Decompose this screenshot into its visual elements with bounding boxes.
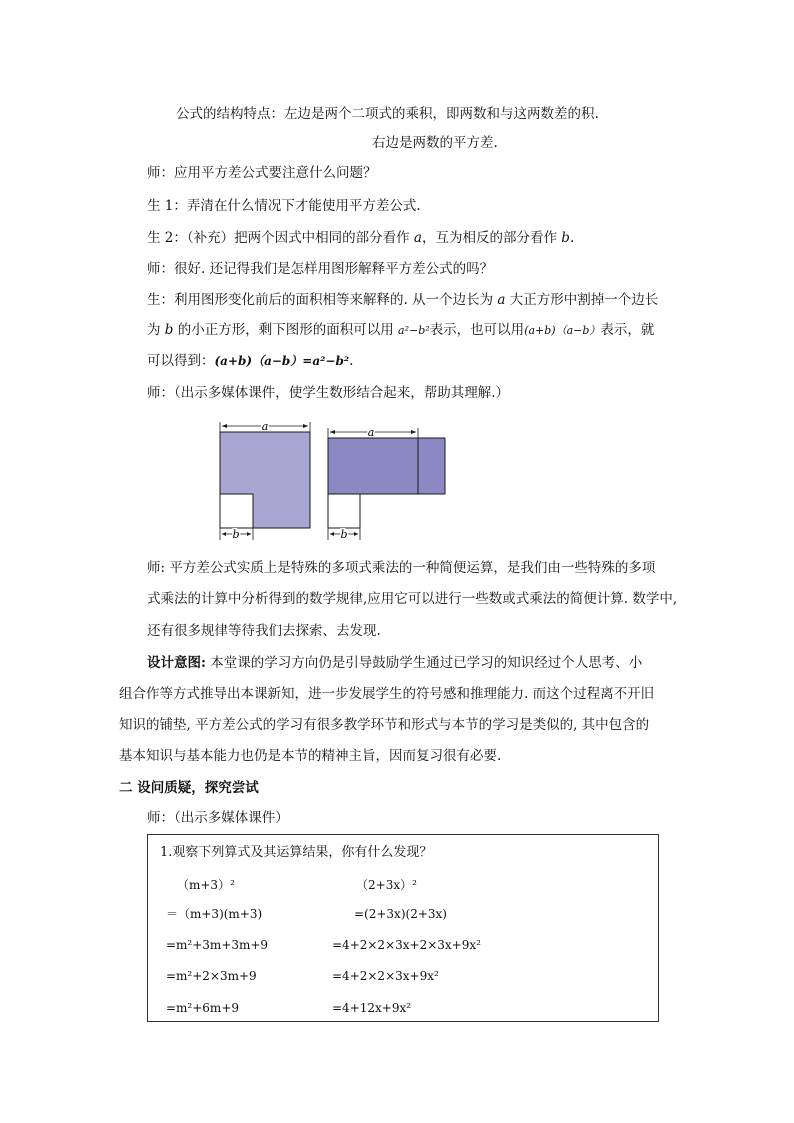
right-step-2: =(2+3x)(2+3x) [354, 907, 447, 921]
small-square-removed [220, 494, 253, 528]
left-step-1: （m+3）² [177, 878, 235, 892]
label-b-left: b [232, 528, 240, 541]
section-heading: 二 设问质疑，探究尝试 [119, 780, 259, 796]
teacher-question-1: 师：应用平方差公式要注意什么问题？ [147, 165, 377, 181]
left-step-5: =m²+6m+9 [166, 1001, 240, 1015]
right-step-5: =4+12x+9x² [332, 1001, 412, 1015]
teacher-summary-line2: 式乘法的计算中分析得到的数学规律,应用它可以进行一些数或式乘法的简便计算. 数学中, [147, 591, 678, 607]
teacher-show-courseware: 师：（出示多媒体课件，使学生数形结合起来，帮助其理解.） [147, 385, 510, 401]
attached-strip [418, 438, 445, 494]
label-b-right: b [340, 528, 348, 541]
label-a-right: a [367, 426, 375, 439]
teacher-summary-line1: 师: 平方差公式实质上是特殊的多项式乘法的一种简便运算，是我们由一些特殊的多项 [147, 560, 656, 576]
small-square-blank [328, 494, 360, 528]
student-answer-3-line2: 为 b 的小正方形，剩下图形的面积可以用 a²−b²表示，也可以用(a+b)（a−b）表示，就 [147, 322, 655, 338]
student-answer-1: 生 1：弄清在什么情况下才能使用平方差公式. [147, 198, 421, 214]
right-step-1: （2+3x）² [356, 878, 417, 892]
design-intent-line4: 基本知识与基本能力也仍是本节的精神主旨，因而复习很有必要. [119, 748, 502, 764]
student-answer-3-line1: 生：利用图形变化前后的面积相等来解释的. 从一个边长为 a 大正方形中割掉一个边长 [147, 292, 659, 308]
difference-of-squares-figure [210, 418, 455, 546]
student-answer-3-line3: 可以得到：(a+b)（a−b）=a²−b². [147, 353, 354, 369]
left-step-3: =m²+3m+3m+9 [166, 938, 269, 952]
teacher-summary-line3: 还有很多规律等待我们去探索、去发现. [147, 623, 381, 639]
right-step-4: =4+2×2×3x+9x² [332, 969, 439, 983]
right-step-3: =4+2×2×3x+2×3x+9x² [332, 938, 481, 952]
student-answer-2: 生 2：（补充）把两个因式中相同的部分看作 a，互为相反的部分看作 b. [147, 230, 575, 246]
design-intent-label: 设计意图: [147, 655, 206, 671]
exercise-question: 1.观察下列算式及其运算结果，你有什么发现？ [160, 845, 433, 860]
label-a-left: a [261, 420, 269, 433]
design-intent-line1: 设计意图: 本堂课的学习方向仍是引导鼓励学生通过已学习的知识经过个人思考、小 [147, 655, 643, 671]
left-step-2: ＝（m+3)(m+3) [166, 907, 263, 921]
left-step-4: =m²+2×3m+9 [166, 969, 257, 983]
structure-right-text: 右边是两数的平方差. [372, 135, 498, 151]
teacher-show-courseware-2: 师：（出示多媒体课件） [147, 810, 289, 826]
structure-left-text: 公式的结构特点：左边是两个二项式的乘积，即两数和与这两数差的积. [176, 106, 599, 122]
rearranged-rectangle [328, 438, 418, 494]
exercise-box [147, 834, 659, 1022]
teacher-question-2: 师：很好. 还记得我们是怎样用图形解释平方差公式的吗？ [147, 261, 494, 277]
design-intent-line2: 组合作等方式推导出本课新知，进一步发展学生的符号感和推理能力. 而这个过程离不开旧 [119, 686, 655, 702]
design-intent-line3: 知识的铺垫, 平方差公式的学习有很多教学环节和形式与本节的学习是类似的, 其中包含的 [119, 717, 650, 733]
